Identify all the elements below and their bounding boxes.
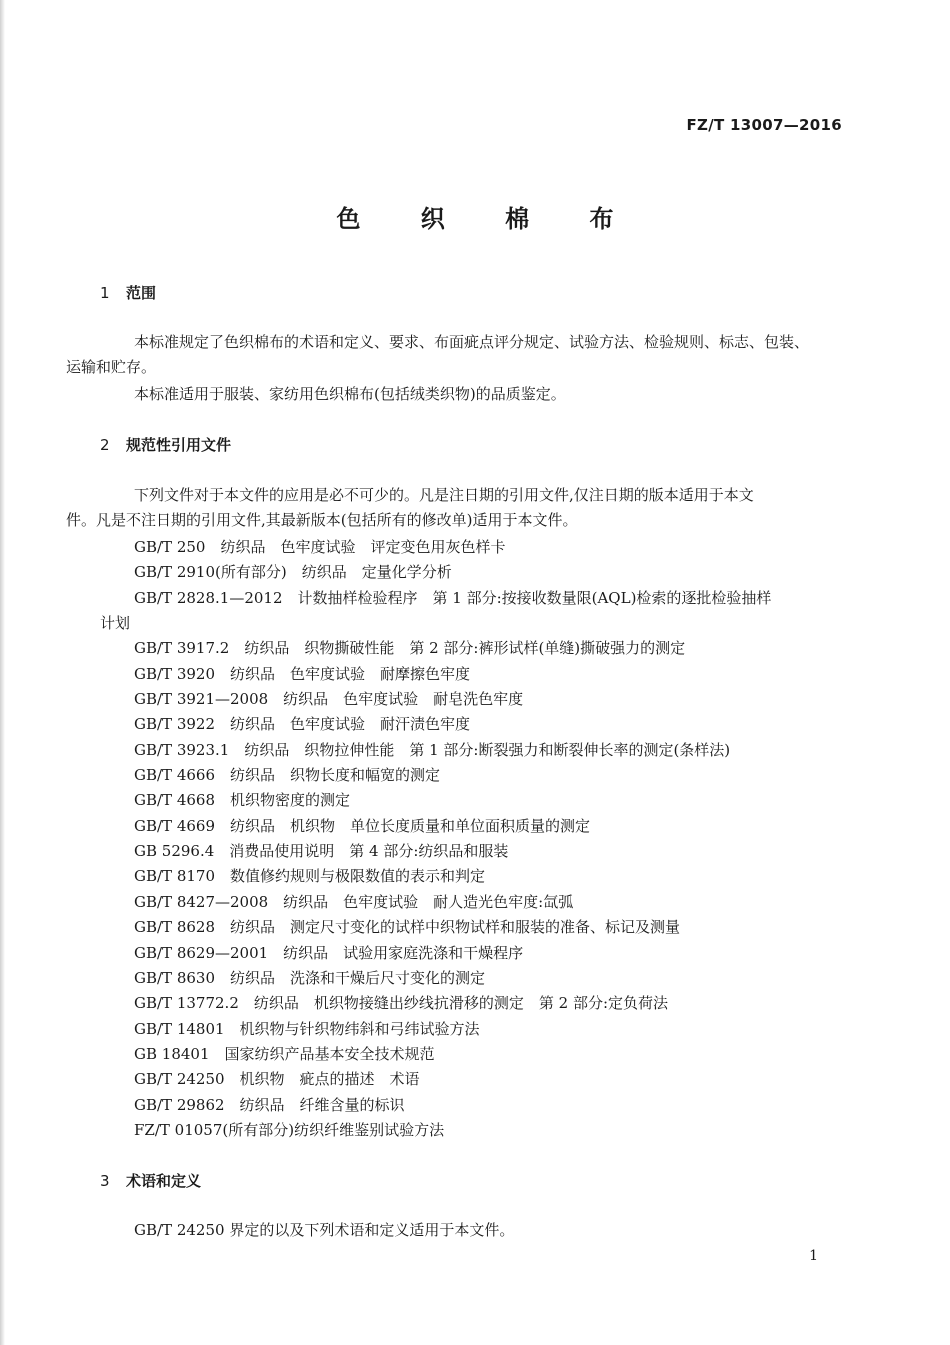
reference-item: GB/T 13772.2 纺织品 机织物接缝出纱线抗滑移的测定 第 2 部分:定负荷法 (134, 994, 668, 1013)
reference-item: GB/T 8170 数值修约规则与极限数值的表示和判定 (134, 867, 486, 886)
reference-item: GB/T 8628 纺织品 测定尺寸变化的试样中织物试样和服装的准备、标记及测量 (134, 918, 681, 937)
reference-item: GB/T 29862 纺织品 纤维含量的标识 (134, 1095, 405, 1114)
reference-item (100, 586, 845, 637)
reference-item: GB/T 3923.1 纺织品 织物拉伸性能 第 1 部分:断裂强力和断裂伸长率的测定(条样法) (134, 740, 731, 759)
reference-item: GB/T 8630 纺织品 洗涤和干燥后尺寸变化的测定 (134, 968, 486, 987)
reference-continuation: 计划 (100, 614, 131, 633)
reference-text: GB/T 2828.1—2012 计数抽样检验程序 第 1 部分:按接收数量限(AQL)检索的逐批检验抽样 (134, 588, 772, 607)
section-2-heading (100, 434, 231, 455)
reference-item: GB/T 24250 机织物 疵点的描述 术语 (134, 1070, 420, 1089)
reference-item: GB/T 3917.2 纺织品 织物撕破性能 第 2 部分:裤形试样(单缝)撕破强力的测定 (134, 639, 686, 658)
section-2-paragraph-1 (66, 483, 845, 533)
paragraph-line: 下列文件对于本文件的应用是必不可少的。凡是注日期的引用文件,仅注日期的版本适用于本文 (134, 486, 754, 504)
paragraph-line: GB/T 24250 界定的以及下列术语和定义适用于本文件。 (134, 1221, 515, 1239)
paragraph-line: 运输和贮存。 (66, 358, 157, 376)
section-number: 2 (100, 436, 110, 454)
reference-item: GB/T 8629—2001 纺织品 试验用家庭洗涤和干燥程序 (134, 943, 524, 962)
reference-item: GB/T 14801 机织物与针织物纬斜和弓纬试验方法 (134, 1019, 480, 1038)
section-1-heading (100, 282, 156, 303)
section-title: 范围 (126, 284, 157, 302)
reference-item: GB/T 3920 纺织品 色牢度试验 耐摩擦色牢度 (134, 664, 471, 683)
reference-item: GB/T 4669 纺织品 机织物 单位长度质量和单位面积质量的测定 (134, 816, 591, 835)
section-1-paragraph-1 (66, 330, 845, 380)
reference-item: GB/T 4666 纺织品 织物长度和幅宽的测定 (134, 766, 441, 785)
section-number: 3 (100, 1172, 110, 1190)
section-3-heading (100, 1170, 201, 1191)
reference-item: GB/T 250 纺织品 色牢度试验 评定变色用灰色样卡 (134, 538, 506, 556)
reference-item: GB 18401 国家纺织产品基本安全技术规范 (134, 1044, 435, 1063)
reference-item: GB/T 8427—2008 纺织品 色牢度试验 耐人造光色牢度:氙弧 (134, 892, 574, 911)
section-3-paragraph-1 (100, 1218, 845, 1243)
reference-item: FZ/T 01057(所有部分)纺织纤维鉴别试验方法 (134, 1120, 445, 1139)
document-title: 色 织 棉 布 (336, 205, 640, 233)
paragraph-line: 本标准适用于服装、家纺用色织棉布(包括绒类织物)的品质鉴定。 (134, 385, 566, 403)
reference-item: GB/T 3921—2008 纺织品 色牢度试验 耐皂洗色牢度 (134, 690, 524, 709)
paragraph-line: 件。凡是不注日期的引用文件,其最新版本(包括所有的修改单)适用于本文件。 (66, 511, 578, 529)
normative-references-list (100, 535, 845, 1143)
section-1-paragraph-2 (100, 382, 845, 407)
reference-item: GB/T 3922 纺织品 色牢度试验 耐汗渍色牢度 (134, 715, 471, 734)
reference-item: GB/T 2910(所有部分) 纺织品 定量化学分析 (134, 563, 452, 582)
reference-item: GB/T 4668 机织物密度的测定 (134, 791, 351, 810)
page-number: 1 (809, 1248, 818, 1264)
standard-number: FZ/T 13007—2016 (686, 116, 842, 134)
reference-item: GB 5296.4 消费品使用说明 第 4 部分:纺织品和服装 (134, 842, 509, 861)
paragraph-line: 本标准规定了色织棉布的术语和定义、要求、布面疵点评分规定、试验方法、检验规则、标志、包装、 (134, 333, 810, 351)
section-title: 术语和定义 (126, 1172, 202, 1190)
section-number: 1 (100, 284, 110, 302)
section-title: 规范性引用文件 (126, 436, 232, 454)
